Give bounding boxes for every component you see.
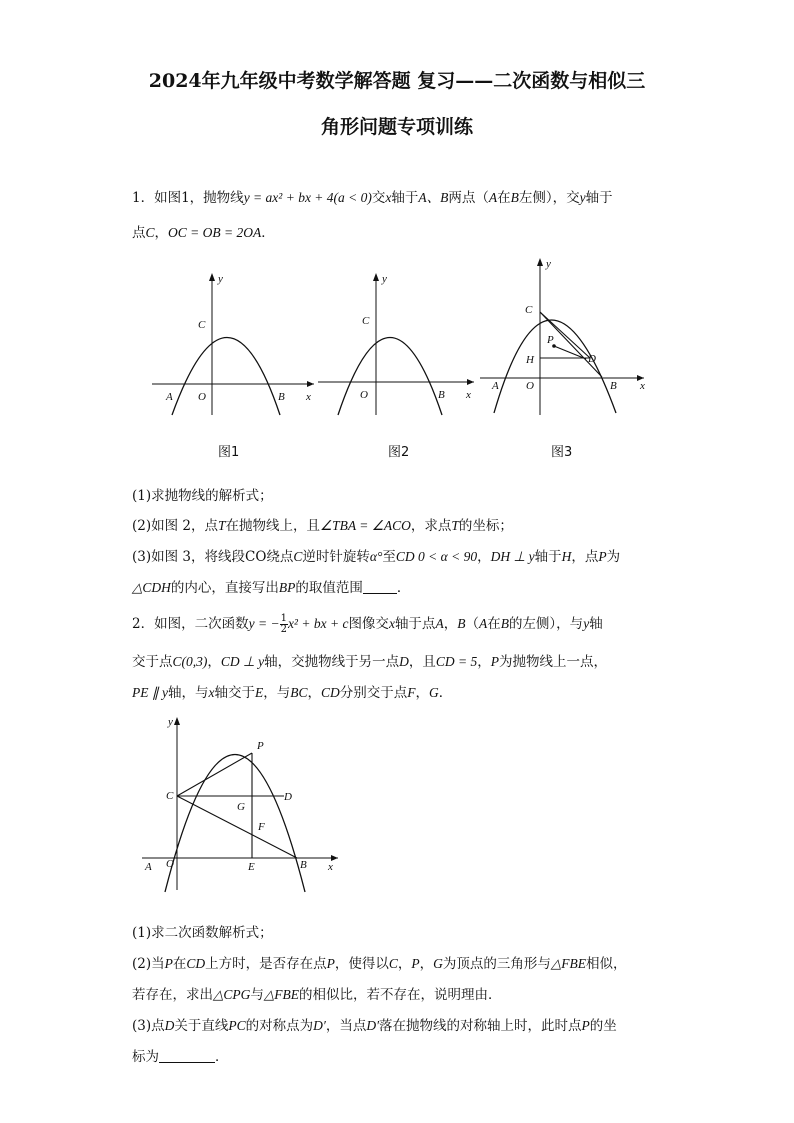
fig4-label-d: D: [284, 791, 292, 803]
fig2-label-o: O: [360, 389, 368, 401]
fig3-label-h: H: [526, 354, 534, 366]
figure-q2-parabola: [140, 712, 345, 897]
fig4-label-e: E: [248, 861, 255, 873]
answer-blank-1[interactable]: [363, 581, 397, 594]
q2-sub3-cont: 标为 ．: [132, 1049, 229, 1065]
fig4-label-b: B: [300, 859, 307, 871]
figure-1-parabola: [150, 270, 320, 420]
q1-line2: 点C，OC = OB = 2OA．: [132, 225, 275, 241]
doc-title-line2: 角形问题专项训练: [320, 116, 473, 138]
q2-line2: 交于点C(0,3)，CD ⊥ y轴，交抛物线于另一点D，且CD = 5，P为抛物线上一点，: [132, 654, 608, 670]
fig3-label-b: B: [610, 380, 617, 392]
fig4-label-y: y: [168, 716, 173, 728]
fig4-label-o: O: [166, 858, 174, 870]
fig3-label-a: A: [492, 380, 499, 392]
fig4-label-g: G: [237, 801, 245, 813]
fig2-label-y: y: [382, 273, 387, 285]
figure-3-parabola-rotation: [478, 255, 650, 420]
fig1-label-x: x: [306, 391, 311, 403]
q1-sub3: (3)如图 3，将线段CO绕点C逆时针旋转α°至CD 0 < α < 90，DH ⊥ y轴于H，点P为: [132, 549, 621, 565]
q1-line1: 1．如图1，抛物线y = ax² + bx + 4(a < 0)交x轴于A、B两点（A在B左侧），交y轴于: [132, 190, 613, 206]
q2-sub3: (3)点D关于直线PC的对称点为D′，当点D′落在抛物线的对称轴上时，此时点P的坐: [132, 1018, 617, 1034]
fig1-label-y: y: [218, 273, 223, 285]
fig3-label-x: x: [640, 380, 645, 392]
fig2-label-c: C: [362, 315, 370, 327]
q2-line1: 2．如图，二次函数y = − $\frac{1}{2}$ x² + bx + c图像交x轴于点A，B（A在B的左侧），与y轴: [132, 613, 603, 635]
fig3-label-y: y: [546, 258, 551, 270]
figure-2-parabola: [316, 270, 481, 420]
fig2-label-x: x: [466, 389, 471, 401]
q1-sub2: (2)如图 2，点T在抛物线上，且∠TBA = ∠ACO，求点T的坐标；: [132, 518, 513, 534]
fig4-label-x: x: [328, 861, 333, 873]
q2-sub1: (1)求二次函数解析式；: [132, 925, 273, 941]
fig1-label-o: O: [198, 391, 206, 403]
fig4-label-c: C: [166, 790, 174, 802]
doc-title-line1: 2024年九年级中考数学解答题 复习——二次函数与相似三: [148, 70, 646, 92]
q2-sub2-cont: 若存在，求出△CPG与△FBE的相似比，若不存在，说明理由．: [132, 987, 502, 1003]
fig3-label-c: C: [525, 304, 533, 316]
q1-sub1: (1)求抛物线的解析式；: [132, 488, 273, 504]
fig1-label-c: C: [198, 319, 206, 331]
fig3-label-p: P: [547, 334, 554, 346]
fig2-label-b: B: [438, 389, 445, 401]
fig1-label-b: B: [278, 391, 285, 403]
caption-figure-2: 图2: [388, 445, 410, 460]
fig3-label-d: D: [588, 353, 596, 365]
fig3-label-o: O: [526, 380, 534, 392]
q2-sub2: (2)当P在CD上方时，是否存在点P，使得以C，P，G为顶点的三角形与△FBE相似，: [132, 956, 627, 972]
fig4-label-f: F: [258, 821, 265, 833]
caption-figure-3: 图3: [551, 445, 573, 460]
answer-blank-2[interactable]: [159, 1050, 215, 1063]
q2-line3: PE ∥ y轴，与x轴交于E，与BC，CD分别交于点F，G．: [132, 685, 453, 701]
fig4-label-a: A: [145, 861, 152, 873]
fig4-label-p: P: [257, 740, 264, 752]
fig1-label-a: A: [166, 391, 173, 403]
q1-sub3-cont: △CDH的内心，直接写出BP的取值范围 ．: [132, 580, 411, 596]
caption-figure-1: 图1: [218, 445, 240, 460]
